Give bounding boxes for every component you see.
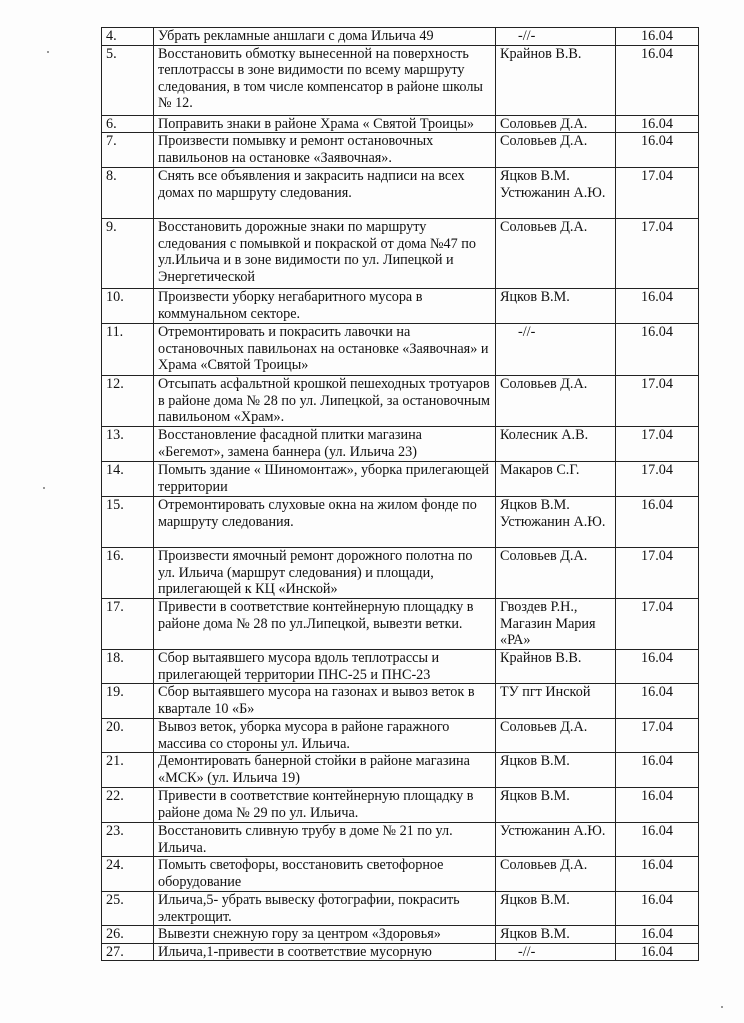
task-text: Помыть здание « Шиномонтаж», уборка прилегающей территории [154, 462, 496, 497]
table-row [102, 753, 699, 788]
task-text: Отремонтировать и покрасить лавочки на остановочных павильонах на остановке «Заявочная» и Храма «Святой Троицы» [154, 324, 496, 376]
task-text: Сбор вытаявшего мусора на газонах и вывоз веток в квартале 10 «Б» [154, 684, 496, 719]
row-number: 18. [102, 650, 154, 684]
due-date: 16.04 [616, 28, 699, 46]
due-date: 16.04 [616, 788, 699, 823]
responsible-person: Гвоздев Р.Н., Магазин Мария «РА» [496, 599, 616, 650]
responsible-person: Соловьев Д.А. [496, 548, 616, 599]
due-date: 16.04 [616, 823, 699, 857]
responsible-person: -//- [496, 28, 616, 46]
table-row [102, 133, 699, 168]
table-row [102, 823, 699, 857]
table-row [102, 684, 699, 719]
row-number: 10. [102, 289, 154, 324]
row-number: 9. [102, 219, 154, 289]
responsible-person: Соловьев Д.А. [496, 115, 616, 133]
due-date: 17.04 [616, 168, 699, 219]
responsible-person: -//- [496, 324, 616, 376]
table-row [102, 719, 699, 753]
table-row [102, 892, 699, 926]
due-date: 16.04 [616, 115, 699, 133]
due-date: 16.04 [616, 45, 699, 115]
scan-speck [43, 487, 45, 489]
row-number: 15. [102, 497, 154, 548]
tasks-table-body [102, 28, 699, 961]
table-row [102, 788, 699, 823]
row-number: 22. [102, 788, 154, 823]
responsible-person: Устюжанин А.Ю. [496, 823, 616, 857]
task-text: Снять все объявления и закрасить надписи на всех домах по маршруту следования. [154, 168, 496, 219]
tasks-table [101, 27, 699, 961]
task-text: Помыть светофоры, восстановить светофорное оборудование [154, 857, 496, 892]
task-text: Демонтировать банерной стойки в районе магазина «МСК» (ул. Ильича 19) [154, 753, 496, 788]
due-date: 17.04 [616, 599, 699, 650]
responsible-person: Колесник А.В. [496, 427, 616, 462]
responsible-person: Яцков В.М. [496, 892, 616, 926]
responsible-person: Яцков В.М. [496, 753, 616, 788]
task-text: Отремонтировать слуховые окна на жилом фонде по маршруту следования. [154, 497, 496, 548]
table-row [102, 926, 699, 944]
due-date: 17.04 [616, 719, 699, 753]
due-date: 16.04 [616, 324, 699, 376]
row-number: 21. [102, 753, 154, 788]
due-date: 16.04 [616, 289, 699, 324]
responsible-person: Соловьев Д.А. [496, 219, 616, 289]
due-date: 16.04 [616, 133, 699, 168]
row-number: 23. [102, 823, 154, 857]
task-text: Убрать рекламные аншлаги с дома Ильича 49 [154, 28, 496, 46]
task-text: Вывоз веток, уборка мусора в районе гаражного массива со стороны ул. Ильича. [154, 719, 496, 753]
due-date: 16.04 [616, 753, 699, 788]
due-date: 17.04 [616, 219, 699, 289]
table-row [102, 857, 699, 892]
due-date: 17.04 [616, 462, 699, 497]
row-number: 19. [102, 684, 154, 719]
row-number: 16. [102, 548, 154, 599]
task-text: Сбор вытаявшего мусора вдоль теплотрассы и прилегающей территории ПНС-25 и ПНС-23 [154, 650, 496, 684]
table-row [102, 219, 699, 289]
responsible-person: ТУ пгт Инской [496, 684, 616, 719]
due-date: 17.04 [616, 376, 699, 427]
task-text: Произвести ямочный ремонт дорожного полотна по ул. Ильича (маршрут следования) и площади, прилегающей к КЦ «Инской» [154, 548, 496, 599]
table-row [102, 324, 699, 376]
row-number: 14. [102, 462, 154, 497]
task-text: Восстановить дорожные знаки по маршруту следования с помывкой и покраской от дома №47 по ул.Ильича и в зоне видимости по ул. Липецкой и Энергетической [154, 219, 496, 289]
responsible-person: Яцков В.М. [496, 289, 616, 324]
table-row [102, 650, 699, 684]
scan-speck [47, 51, 49, 53]
responsible-person: Макаров С.Г. [496, 462, 616, 497]
table-row [102, 427, 699, 462]
responsible-person: Крайнов В.В. [496, 45, 616, 115]
row-number: 12. [102, 376, 154, 427]
task-text: Ильича,1-привести в соответствие мусорную [154, 943, 496, 961]
due-date: 16.04 [616, 943, 699, 961]
row-number: 5. [102, 45, 154, 115]
table-row [102, 497, 699, 548]
task-text: Произвести уборку негабаритного мусора в коммунальном секторе. [154, 289, 496, 324]
table-row [102, 45, 699, 115]
table-row [102, 462, 699, 497]
task-text: Восстановить сливную трубу в доме № 21 по ул. Ильича. [154, 823, 496, 857]
task-text: Привести в соответствие контейнерную площадку в районе дома № 29 по ул. Ильича. [154, 788, 496, 823]
row-number: 7. [102, 133, 154, 168]
due-date: 16.04 [616, 497, 699, 548]
row-number: 20. [102, 719, 154, 753]
responsible-person: Соловьев Д.А. [496, 376, 616, 427]
responsible-person: -//- [496, 943, 616, 961]
due-date: 16.04 [616, 892, 699, 926]
task-text: Отсыпать асфальтной крошкой пешеходных тротуаров в районе дома № 28 по ул. Липецкой, за остановочным павильоном «Храм». [154, 376, 496, 427]
due-date: 16.04 [616, 857, 699, 892]
due-date: 17.04 [616, 548, 699, 599]
row-number: 6. [102, 115, 154, 133]
row-number: 24. [102, 857, 154, 892]
due-date: 16.04 [616, 684, 699, 719]
responsible-person: Яцков В.М. Устюжанин А.Ю. [496, 168, 616, 219]
task-text: Привести в соответствие контейнерную площадку в районе дома № 28 по ул.Липецкой, вывезти ветки. [154, 599, 496, 650]
table-row [102, 168, 699, 219]
table-row [102, 599, 699, 650]
scan-speck [721, 1006, 723, 1008]
responsible-person: Яцков В.М. [496, 788, 616, 823]
table-row [102, 289, 699, 324]
row-number: 13. [102, 427, 154, 462]
task-text: Поправить знаки в районе Храма « Святой Троицы» [154, 115, 496, 133]
row-number: 11. [102, 324, 154, 376]
responsible-person: Крайнов В.В. [496, 650, 616, 684]
table-row [102, 548, 699, 599]
task-text: Ильича,5- убрать вывеску фотографии, покрасить электрощит. [154, 892, 496, 926]
row-number: 26. [102, 926, 154, 944]
row-number: 17. [102, 599, 154, 650]
table-row [102, 28, 699, 46]
responsible-person: Соловьев Д.А. [496, 133, 616, 168]
due-date: 16.04 [616, 650, 699, 684]
responsible-person: Яцков В.М. Устюжанин А.Ю. [496, 497, 616, 548]
table-row [102, 943, 699, 961]
task-text: Вывезти снежную гору за центром «Здоровья» [154, 926, 496, 944]
row-number: 25. [102, 892, 154, 926]
table-row [102, 115, 699, 133]
responsible-person: Яцков В.М. [496, 926, 616, 944]
responsible-person: Соловьев Д.А. [496, 719, 616, 753]
task-text: Восстановить обмотку вынесенной на поверхность теплотрассы в зоне видимости по всему маршруту следования, в том числе компенсатор в районе школы № 12. [154, 45, 496, 115]
responsible-person: Соловьев Д.А. [496, 857, 616, 892]
table-row [102, 376, 699, 427]
row-number: 8. [102, 168, 154, 219]
row-number: 4. [102, 28, 154, 46]
task-text: Восстановление фасадной плитки магазина «Бегемот», замена баннера (ул. Ильича 23) [154, 427, 496, 462]
task-text: Произвести помывку и ремонт остановочных павильонов на остановке «Заявочная». [154, 133, 496, 168]
due-date: 16.04 [616, 926, 699, 944]
row-number: 27. [102, 943, 154, 961]
due-date: 17.04 [616, 427, 699, 462]
